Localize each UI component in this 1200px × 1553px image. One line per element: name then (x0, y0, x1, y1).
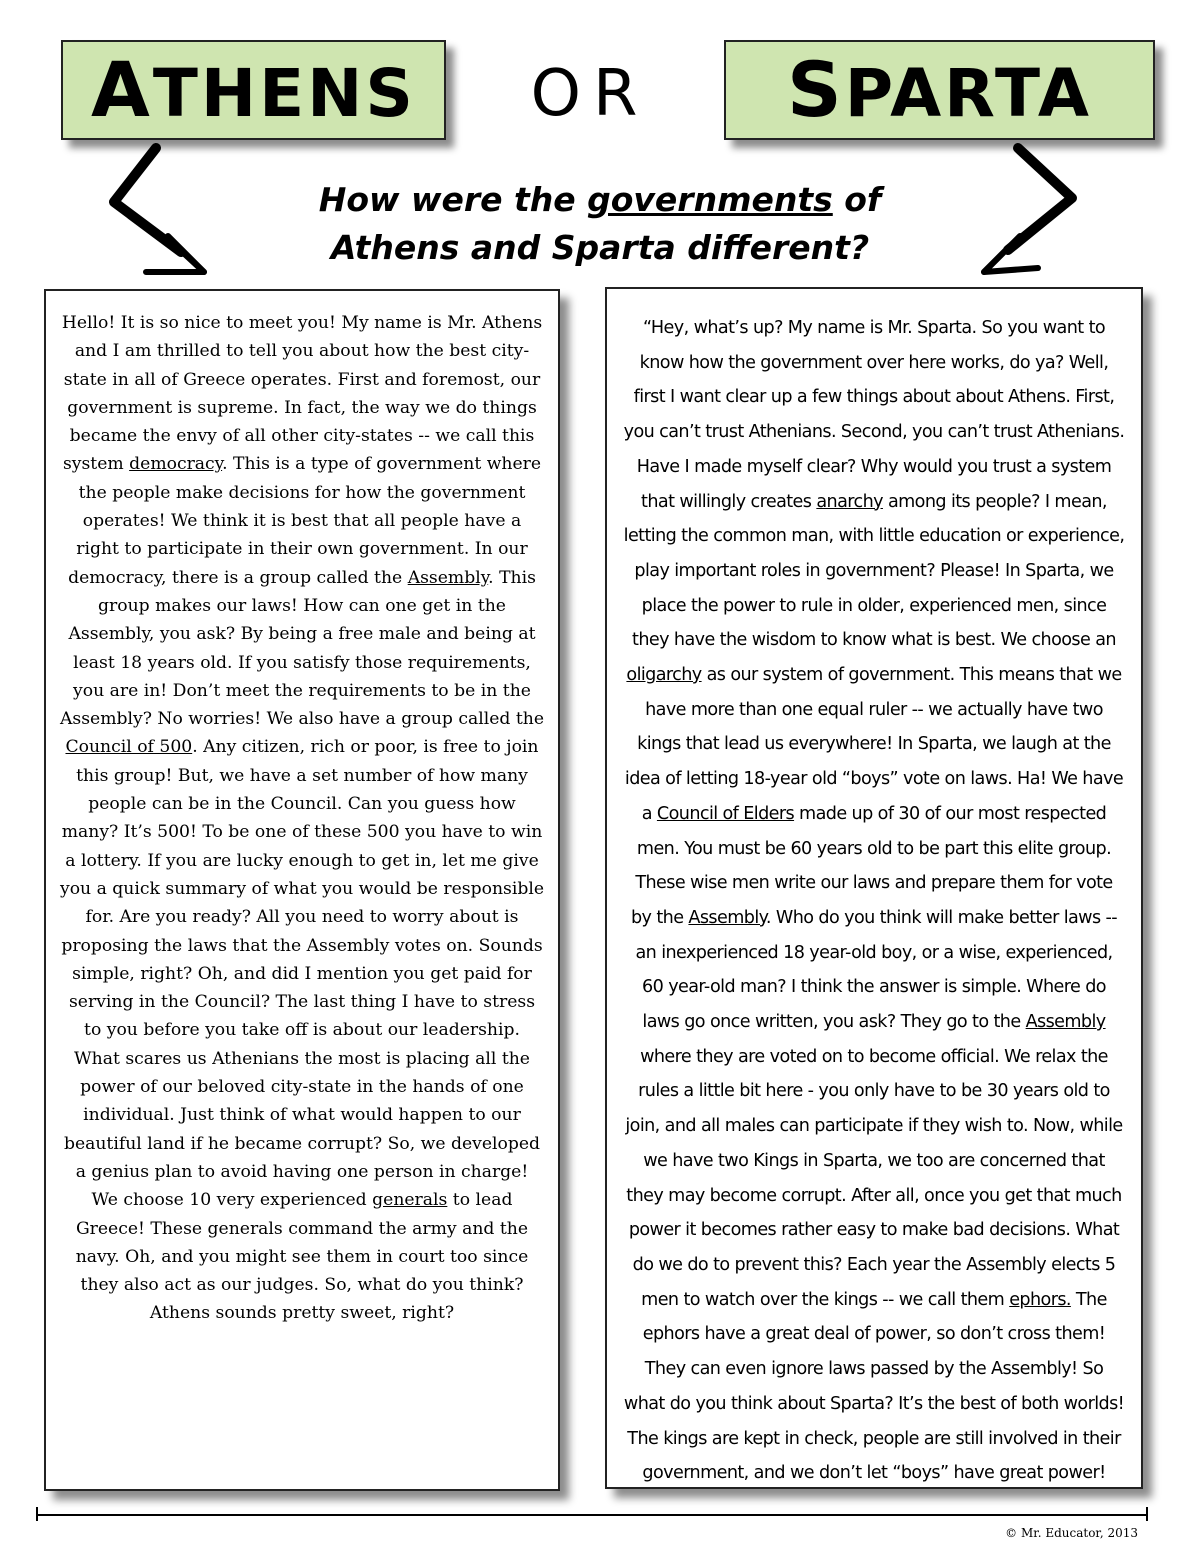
copyright-notice: © Mr. Educator, 2013 (1005, 1526, 1138, 1540)
sparta-title-box (724, 40, 1155, 140)
athens-text-part: to lead Greece! These generals command the army and the navy. Oh, and you might see them in court too since they also act as our judges. So, what do you think? Athens sounds pretty sweet, right? (75, 1190, 529, 1324)
sparta-title: SPARTA (787, 45, 1092, 134)
sparta-text-part: where they are voted on to become official. We relax the rules a little bit here - you only have to be 30 years old to join, and all males can participate if they wish to. Now, while we have two Kings in Sparta, we too are concerned that they may become corrupt. After all, once you get that much power it becomes rather easy to make bad decisions. What do we do to prevent this? Each year the Assembly elects 5 men to watch over the kings -- we call them (625, 1046, 1123, 1310)
term-assembly: Assembly (688, 907, 766, 928)
question-keyword: governments (587, 180, 833, 219)
footer-rule-left-tick (36, 1507, 38, 1521)
sparta-text-part: among its people? I mean, letting the common man, with little education or experience, play important roles in government? Please! In Sparta, we place the power to rule in older, experienced men, since they have the wisdom to know what is best. We choose an (623, 491, 1125, 651)
term-council-of-500: Council of 500 (65, 737, 193, 758)
term-council-of-elders: Council of Elders (656, 803, 795, 824)
term-assembly: Assembly (407, 567, 489, 588)
or-word: OR (530, 57, 650, 131)
question-line1-start: How were the (318, 180, 588, 219)
athens-text-part: Hello! It is so nice to meet you! My name is Mr. Athens and I am thrilled to tell you about how the best city-state in all of Greece operates. First and foremost, our government is supreme. In fact, the way we do things became the envy of all other city-states -- we call this system (61, 313, 543, 475)
question-heading (250, 176, 950, 272)
sparta-text-part: The ephors have a great deal of power, so don’t cross them! They can even ignore laws passed by the Assembly! So what do you think about Sparta? It’s the best of both worlds! The kings are kept in check, people are still involved in their government, and we don’t let “boys” have great power! (623, 1289, 1125, 1484)
athens-paragraph (60, 309, 544, 1328)
footer-rule (36, 1514, 1148, 1516)
sparta-text-part: made up of 30 of our most respected men. You must be 60 years old to be part this elite group. These wise men write our laws and prepare them for vote by the (630, 803, 1113, 928)
question-line2: Athens and Sparta different? (330, 228, 870, 267)
sparta-text-panel (605, 287, 1143, 1489)
athens-text-panel (44, 289, 560, 1491)
sparta-paragraph (623, 311, 1125, 1491)
left-arrow-icon (96, 140, 216, 280)
athens-text-part: . This group makes our laws! How can one get in the Assembly, you ask? By being a free male and being at least 18 years old. If you satisfy those requirements, you are in! Don’t meet the requirements to be in the Assembly? No worries! We also have a group called the (60, 567, 545, 730)
athens-title-box (61, 40, 446, 140)
term-oligarchy: oligarchy (626, 665, 702, 686)
term-assembly: Assembly (1025, 1012, 1106, 1033)
athens-title: ATHENS (91, 45, 416, 134)
footer-rule-right-tick (1146, 1507, 1148, 1521)
question-line1-end: of (832, 180, 882, 219)
athens-text-part: . Any citizen, rich or poor, is free to join this group! But, we have a set number of how many people can be in the Council. Can you guess how many? It’s 500! To be one of these 500 you have to win a lottery. If you are lucky enough to get in, let me give you a quick summary of what you would be responsible for. Are you ready? All you need to worry about is proposing the laws that the Assembly votes on. Sounds simple, right? Oh, and did I mention you get paid for serving in the Council? The last thing I have to stress to you before you take off is about our leadership. What scares us Athenians the most is placing all the power of our beloved city-state in the hands of one individual. Just think of what would happen to our beautiful land if he became corrupt? So, we developed a genius plan to avoid having one person in charge! We choose 10 very experienced (60, 737, 545, 1211)
athens-text-part: . This is a type of government where the people make decisions for how the government operates! We think it is best that all people have a right to participate in their own government. In our democracy, there is a group called the (68, 454, 542, 588)
term-anarchy: anarchy (816, 491, 883, 512)
right-arrow-icon (968, 140, 1088, 280)
sparta-text-part: as our system of government. This means that we have more than one equal ruler -- we actually have two kings that lead us everywhere! In Sparta, we laugh at the idea of letting 18-year old “boys” vote on laws. Ha! We have a (624, 665, 1124, 824)
sparta-text-part: . Who do you think will make better laws -- an inexperienced 18 year-old boy, or a wise, experienced, 60 year-old man? I think the answer is simple. Where do laws go once written, you ask? They go to the (635, 907, 1118, 1033)
term-democracy: democracy (129, 454, 223, 475)
sparta-text-part: “Hey, what’s up? My name is Mr. Sparta. So you want to know how the government over here works, do ya? Well, first I want clear up a few things about about Athens. First, you can’t trust Athenians. Second, you can’t trust Athenians. Have I made myself clear? Why would you trust a system that willingly creates (623, 318, 1125, 512)
term-generals: generals (372, 1190, 448, 1211)
term-ephors: ephors. (1009, 1289, 1071, 1310)
